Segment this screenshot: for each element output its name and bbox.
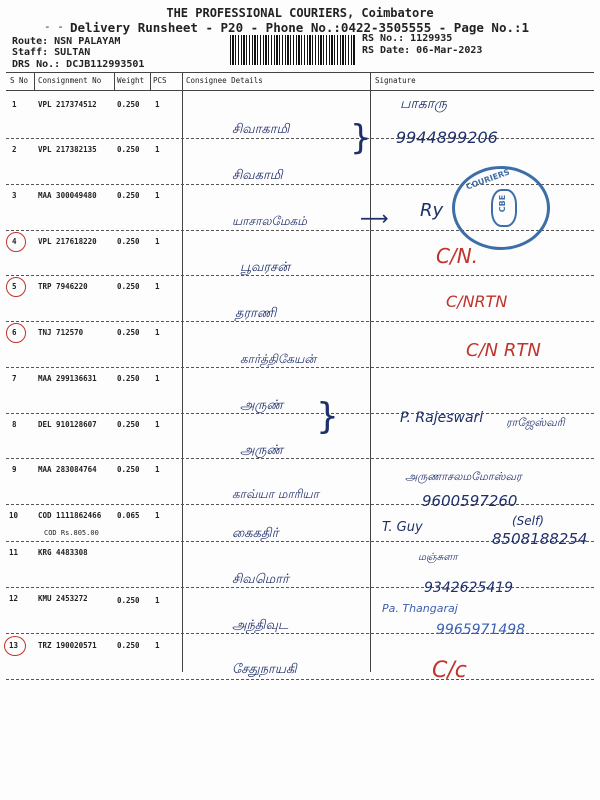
row-weight: 0.250	[117, 465, 140, 474]
col-header-weight: Weight	[117, 76, 145, 85]
drs-number: DRS No.: DCJB112993501	[12, 59, 145, 70]
col-divider	[150, 72, 151, 90]
stamp-text: COURIERS	[464, 167, 511, 192]
row-consignment: VPL 217618220	[38, 237, 97, 246]
signature: Pa. Thangaraj	[382, 602, 458, 615]
row-pcs: 1	[155, 374, 160, 383]
runsheet-subtitle: Delivery Runsheet - P20 - Phone No.:0422-3505555 - Page No.:1	[70, 20, 530, 35]
signature: T. Guy	[382, 520, 423, 535]
consignee-name: யாசாலமேகம்	[232, 214, 307, 228]
signature-phone: 8508188254	[492, 530, 588, 548]
row-sno: 3	[12, 191, 17, 200]
row-weight: 0.250	[117, 191, 140, 200]
brace-mark: }	[316, 396, 339, 437]
row-weight: 0.250	[117, 237, 140, 246]
col-header-consignment: Consignment No	[38, 76, 102, 85]
signature: மஞ்சுளா	[418, 552, 458, 563]
col-divider	[370, 72, 371, 672]
table-top-border	[6, 72, 594, 73]
row-sno: 5	[12, 282, 17, 291]
consignee-name: காவ்யா மாரியா	[232, 487, 319, 501]
signature-phone: 9342625419	[424, 580, 514, 596]
consignee-name: சிவமொர்	[232, 572, 289, 587]
rs-date: RS Date: 06-Mar-2023	[362, 45, 483, 56]
table-header-border	[6, 90, 594, 91]
signature-phone: 9944899206	[396, 128, 498, 147]
marker-circle	[4, 636, 26, 656]
signature-phone: 9965971498	[436, 622, 526, 638]
row-pcs: 1	[155, 328, 160, 337]
row-sno: 1	[12, 100, 17, 109]
signature: C/N.	[436, 244, 479, 268]
col-header-consignee: Consignee Details	[186, 76, 263, 85]
col-divider	[182, 72, 183, 672]
signature: அருணாசலமமோஸ்வர	[405, 470, 522, 483]
signature-phone: 9600597260	[422, 492, 518, 510]
staff-label: Staff: SULTAN	[12, 47, 91, 58]
col-header-sno: S No	[10, 76, 29, 85]
signature: P. Rajeswari	[400, 410, 484, 426]
row-separator	[6, 321, 594, 322]
row-pcs: 1	[155, 641, 160, 650]
row-sno: 4	[12, 237, 17, 246]
row-weight: 0.250	[117, 100, 140, 109]
col-header-signature: Signature	[375, 76, 416, 85]
row-separator	[6, 679, 594, 680]
row-separator	[6, 413, 594, 414]
row-pcs: 1	[155, 145, 160, 154]
row-consignment: COD 1111862466	[38, 511, 102, 520]
signature: C/NRTN	[446, 292, 508, 311]
marker-circle	[6, 277, 26, 297]
row-sno: 8	[12, 420, 17, 429]
col-header-pcs: PCS	[153, 76, 167, 85]
row-consignment: TNJ 712570	[38, 328, 84, 337]
consignee-name: அந்திவுட	[232, 618, 289, 633]
runsheet-title: THE PROFESSIONAL COURIERS, Coimbatore	[166, 6, 434, 20]
consignee-name: கார்த்திகேயன்	[240, 352, 316, 366]
rs-number: RS No.: 1129935	[362, 33, 453, 44]
barcode	[230, 35, 356, 65]
col-divider	[114, 72, 115, 90]
row-consignment: VPL 217374512	[38, 100, 97, 109]
row-sno: 12	[9, 594, 19, 603]
consignee-name: தராணி	[235, 306, 277, 321]
row-weight: 0.250	[117, 641, 140, 650]
consignee-name: கைகதிர்	[232, 526, 279, 541]
row-sno: 10	[9, 511, 19, 520]
row-pcs: 1	[155, 420, 160, 429]
row-weight: 0.250	[117, 145, 140, 154]
stamp-code: CBE	[498, 194, 508, 213]
row-weight: 0.065	[117, 511, 140, 520]
row-sno: 6	[12, 328, 17, 337]
row-consignment: MAA 300049480	[38, 191, 97, 200]
row-consignment: MAA 283084764	[38, 465, 97, 474]
row-consignment: TRZ 190020571	[38, 641, 97, 650]
row-weight: 0.250	[117, 282, 140, 291]
row-sno: 2	[12, 145, 17, 154]
signature: Ry	[420, 200, 444, 221]
row-pcs: 1	[155, 596, 160, 605]
consignee-name: அருண்	[240, 398, 284, 413]
row-separator	[6, 275, 594, 276]
courier-stamp	[452, 166, 550, 250]
row-pcs: 1	[155, 465, 160, 474]
consignee-name: பூவரசன்	[240, 260, 290, 275]
consignee-name: சேதுநாயகி	[232, 662, 297, 677]
row-sno: 13	[9, 641, 19, 650]
row-weight: 0.250	[117, 374, 140, 383]
row-separator	[6, 458, 594, 459]
brace-mark: }	[350, 118, 372, 158]
row-consignment: MAA 299136631	[38, 374, 97, 383]
row-sno: 11	[9, 548, 19, 557]
row-sno: 9	[12, 465, 17, 474]
arrow-mark: ⟶	[360, 206, 389, 230]
row-weight: 0.250	[117, 328, 140, 337]
marker-circle	[6, 232, 26, 252]
marker-circle	[6, 323, 26, 343]
signature: பாகாரு	[400, 96, 447, 112]
route-label: Route: NSN PALAYAM	[12, 36, 121, 47]
cod-amount: COD Rs.805.00	[44, 529, 99, 537]
row-sno: 7	[12, 374, 17, 383]
row-consignment: VPL 217382135	[38, 145, 97, 154]
row-consignment: DEL 910128607	[38, 420, 97, 429]
row-consignment: KMU 2453272	[38, 594, 88, 603]
signature: C/N RTN	[466, 340, 541, 361]
row-pcs: 1	[155, 100, 160, 109]
consignee-name: சிவாகாமி	[232, 122, 290, 137]
consignee-name: அருண்	[240, 443, 284, 458]
row-pcs: 1	[155, 237, 160, 246]
row-consignment: KRG 4483308	[38, 548, 88, 557]
row-pcs: 1	[155, 191, 160, 200]
row-pcs: 1	[155, 282, 160, 291]
col-divider	[34, 72, 35, 90]
row-weight: 0.250	[117, 420, 140, 429]
title-dashes: - -	[44, 20, 64, 33]
consignee-name: சிவகாமி	[232, 168, 283, 183]
signature: C/c	[432, 658, 467, 683]
signature: (Self)	[512, 514, 544, 528]
row-consignment: TRP 7946220	[38, 282, 88, 291]
row-pcs: 1	[155, 511, 160, 520]
signature: ராஜேஸ்வரி	[506, 416, 565, 429]
row-weight: 0.250	[117, 596, 140, 605]
row-separator	[6, 138, 594, 139]
